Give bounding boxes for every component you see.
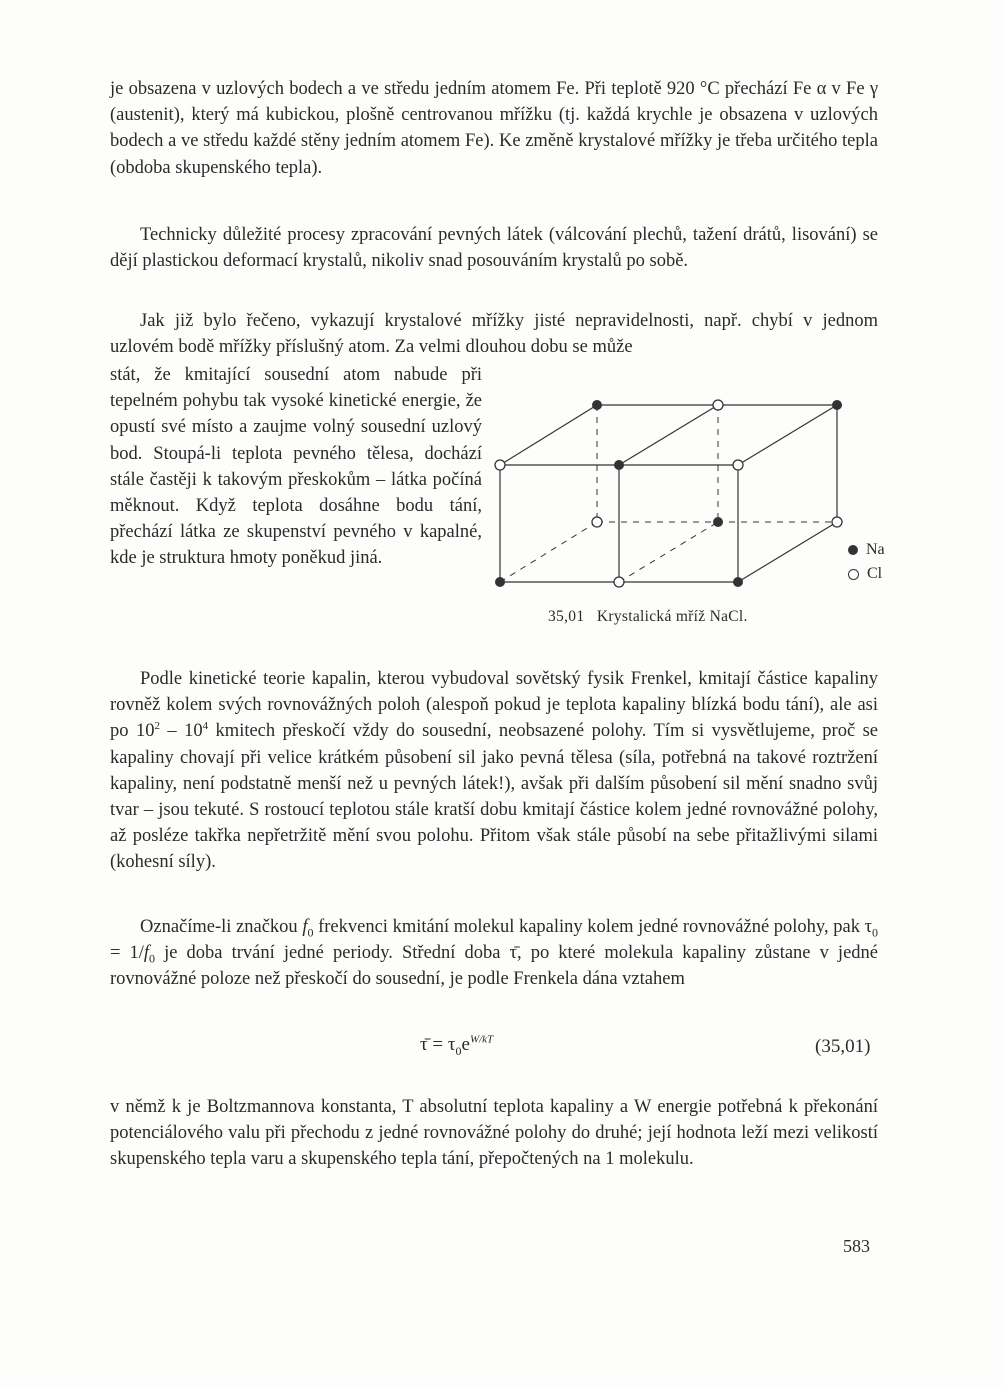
legend-cl-label: Cl (867, 565, 883, 582)
legend-cl (848, 562, 885, 586)
equation-sub: 0 (455, 1043, 462, 1058)
lattice-edge (738, 405, 837, 465)
na-atom (592, 400, 602, 410)
p5-sub-1: 0 (872, 925, 878, 940)
nacl-lattice-diagram (490, 390, 910, 630)
na-marker-icon (848, 545, 858, 555)
p4-exponent-2: 4 (202, 720, 209, 733)
equation-35-01 (420, 1034, 493, 1056)
p5-text-c: = 1/ (110, 943, 144, 964)
paragraph-1: je obsazena v uzlových bodech a ve středu jedním atomem Fe. Při teplotě 920 °C přechází Fe α v Fe γ (austenit), který má kubickou, plošně centrovanou mřížku (tj. každá krychle je obsazena v uzlových bodech a ve středu každé stěny jedním atomem Fe). Ke změně krystalové mřížky je třeba určitého tepla (obdoba skupenského tepla). (110, 79, 878, 178)
p5-sub-2: 0 (149, 951, 156, 966)
legend-na-label: Na (866, 541, 885, 558)
cl-atom (592, 517, 602, 527)
cl-atom (614, 577, 624, 587)
p5-text-d: je doba trvání jedné periody. Střední doba τ̄, po které molekula kapaliny zůstane v jedné rovnovážné poloze než přeskočí do sousední, je podle Frenkela dána vztahem (110, 943, 878, 990)
page-number: 583 (843, 1236, 870, 1256)
p4-text-a: Podle kinetické teorie kapalin, kterou vybudoval sovětský fysik Frenkel, kmitají částice kapaliny rovněž kolem svých rovnovážných poloh (alespoň pokud je teplota kapaliny blízká bodu tání), ale asi po 10 (110, 669, 878, 742)
na-atom (614, 460, 624, 470)
lattice-edge (738, 522, 837, 582)
equation-lhs: τ̄ = τ (420, 1034, 456, 1055)
p5-symbol-f: f (302, 917, 308, 937)
p4-text-c: kmitech přeskočí vždy do sousední, neobsazené polohy. Tím si vysvětlujeme, proč se kapaliny chovají při velice krátkém působení sil jako pevná tělesa (síla, potřebná na takové roztržení kapaliny, není podstatně menší než u pevných látek!), avšak při dalším působení sil mění snadno svůj tvar – jsou tekuté. S rostoucí teplotou stále kratší dobu kmitají částice kolem jedné rovnovážné polohy, až posléze takřka nepřetržitě mění svou polohu. Přitom však stále působí na sebe přitažlivými silami (kohesní síly). (110, 721, 879, 873)
paragraph-2: Technicky důležité procesy zpracování pevných látek (válcování plechů, tažení drátů, lisování) se dějí plastickou deformací krystalů, nikoliv snad posouváním krystalů po sobě. (110, 225, 878, 272)
equation-base: e (461, 1034, 470, 1055)
cl-atom (832, 517, 842, 527)
paragraph-4 (110, 666, 878, 876)
cl-atom (495, 460, 505, 470)
paragraph-3: Jak již bylo řečeno, vykazují krystalové mřížky jisté nepravidelnosti, např. chybí v jednom uzlovém bodě mřížky příslušný atom. Za velmi dlouhou dobu se může (110, 311, 878, 358)
figure-caption: 35,01 Krystalická mříž NaCl. (548, 608, 748, 625)
p5-text-b: frekvenci kmitání molekul kapaliny kolem jedné rovnovážné polohy, pak τ (313, 917, 872, 937)
lattice-edge (619, 405, 718, 465)
p5-symbol-f2: f (143, 943, 150, 964)
hidden-edge (500, 522, 597, 582)
cl-marker-icon (848, 569, 859, 580)
na-atom (713, 517, 723, 527)
legend-na (848, 538, 885, 562)
na-atom (733, 577, 743, 587)
hidden-edge (619, 522, 718, 582)
paragraph-3-wrap: stát, že kmitající sousední atom nabude při tepelném pohybu tak vysoké kinetické energie, že opustí své místo a zaujme volný sousední uzlový bod. Stoupá-li teplota pevného tělesa, dochází stále častěji k takovým přeskokům – látka počíná měknout. Když teplota dosáhne bodu tání, přechází látka ze skupenství pevného v kapalné, kde je struktura hmoty poněkud jiná. (110, 365, 482, 569)
paragraph-6: v němž k je Boltzmannova konstanta, T absolutní teplota kapaliny a W energie potřebná k překonání potenciálového valu při přechodu z jedné rovnovážné polohy do druhé; její hodnota leží mezi velikostí skupenského tepla varu a skupenského tepla tání, přepočtených na 1 molekulu. (110, 1097, 878, 1170)
p5-sub-0: 0 (307, 925, 314, 940)
equation-number: (35,01) (815, 1036, 871, 1057)
cl-atom (733, 460, 743, 470)
p4-exponent-1: 2 (154, 720, 160, 733)
p5-text-a: Označíme-li značkou (140, 917, 303, 937)
paragraph-5 (110, 914, 878, 993)
figure-legend (848, 538, 885, 586)
nacl-lattice-figure (490, 390, 910, 630)
equation-exponent: W/kT (469, 1033, 494, 1046)
na-atom (495, 577, 505, 587)
lattice-edge (500, 405, 597, 465)
cl-atom (713, 400, 723, 410)
na-atom (832, 400, 842, 410)
p4-text-b: – 10 (159, 721, 203, 742)
